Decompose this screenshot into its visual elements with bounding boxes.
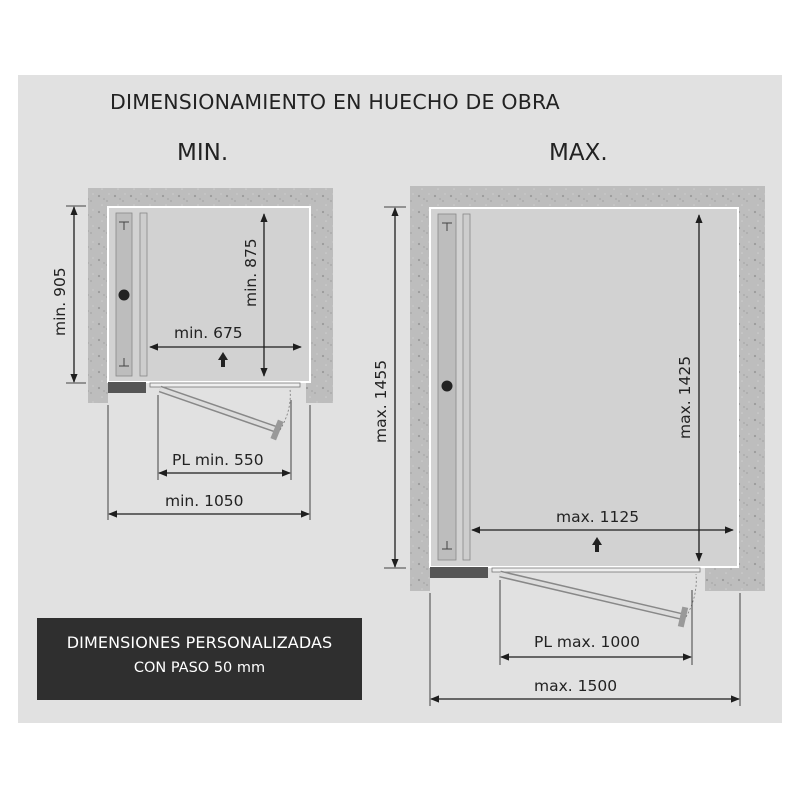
max-glass-panel	[463, 214, 470, 560]
max-outer-depth-label: max. 1455	[372, 359, 390, 443]
min-shower-floor	[108, 207, 310, 382]
min-diagram	[51, 188, 333, 520]
max-heading: MAX.	[549, 140, 608, 166]
diagram-title: DIMENSIONAMIENTO EN HUECHO DE OBRA	[110, 90, 560, 114]
min-door-width-label: PL min. 550	[172, 451, 264, 469]
max-diagram	[372, 186, 765, 706]
max-total-width-label: max. 1500	[534, 677, 618, 695]
custom-dimensions-title: DIMENSIONES PERSONALIZADAS	[66, 633, 333, 652]
max-drain-icon	[442, 381, 453, 392]
min-threshold	[108, 382, 146, 393]
min-outer-depth-label: min. 905	[51, 267, 69, 336]
max-door-width-label: PL max. 1000	[534, 633, 640, 651]
custom-dimensions-box	[37, 618, 362, 700]
min-inner-width-label: min. 675	[174, 324, 243, 342]
min-inner-depth-label: min. 875	[242, 238, 260, 307]
min-heading: MIN.	[177, 140, 229, 166]
min-total-width-label: min. 1050	[165, 492, 244, 510]
max-inner-width-label: max. 1125	[556, 508, 640, 526]
max-threshold	[430, 567, 488, 578]
max-inner-depth-label: max. 1425	[676, 355, 694, 439]
min-drain-icon	[119, 290, 130, 301]
min-glass-panel	[140, 213, 147, 376]
custom-dimensions-step: CON PASO 50 mm	[133, 660, 266, 676]
